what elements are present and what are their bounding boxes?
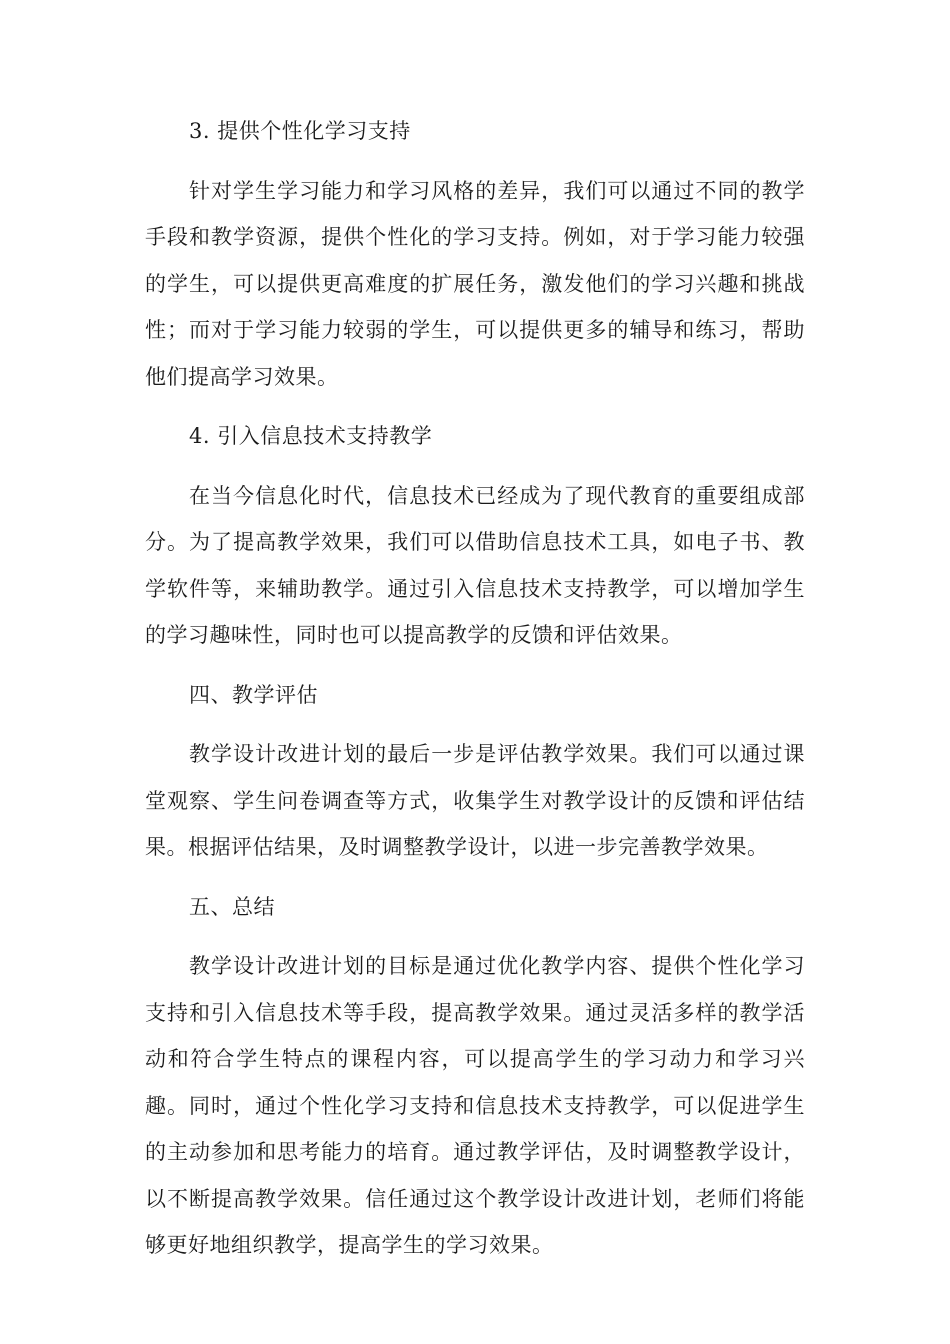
paragraph-summary: 教学设计改进计划的目标是通过优化教学内容、提供个性化学习支持和引入信息技术等手段，提高教学效果。通过灵活多样的教学活动和符合学生特点的课程内容，可以提高学生的学习动力和学习兴趣。同时，通过个性化学习支持和信息技术支持教学，可以促进学生的主动参加和思考能力的培育。通过教学评估，及时调整教学设计，以不断提高教学效果。信任通过这个教学设计改进计划，老师们将能够更好地组织教学，提高学生的学习效果。	[145, 954, 805, 1257]
section-heading-it-support: 4. 引入信息技术支持教学	[189, 424, 433, 448]
document-body	[145, 108, 805, 1282]
paragraph-it-support: 在当今信息化时代，信息技术已经成为了现代教育的重要组成部分。为了提高教学效果，我们可以借助信息技术工具，如电子书、教学软件等，来辅助教学。通过引入信息技术支持教学，可以增加学生的学习趣味性，同时也可以提高教学的反馈和评估效果。	[145, 483, 805, 647]
paragraph-evaluation: 教学设计改进计划的最后一步是评估教学效果。我们可以通过课堂观察、学生问卷调查等方式，收集学生对教学设计的反馈和评估结果。根据评估结果，及时调整教学设计，以进一步完善教学效果。	[145, 742, 805, 859]
section-heading-evaluation: 四、教学评估	[189, 682, 318, 707]
section-heading-summary: 五、总结	[189, 894, 275, 919]
section-heading-personalized-support: 3. 提供个性化学习支持	[189, 119, 411, 143]
paragraph-personalized-support: 针对学生学习能力和学习风格的差异，我们可以通过不同的教学手段和教学资源，提供个性化的学习支持。例如，对于学习能力较强的学生，可以提供更高难度的扩展任务，激发他们的学习兴趣和挑战性；而对于学习能力较弱的学生，可以提供更多的辅导和练习，帮助他们提高学习效果。	[145, 178, 805, 389]
